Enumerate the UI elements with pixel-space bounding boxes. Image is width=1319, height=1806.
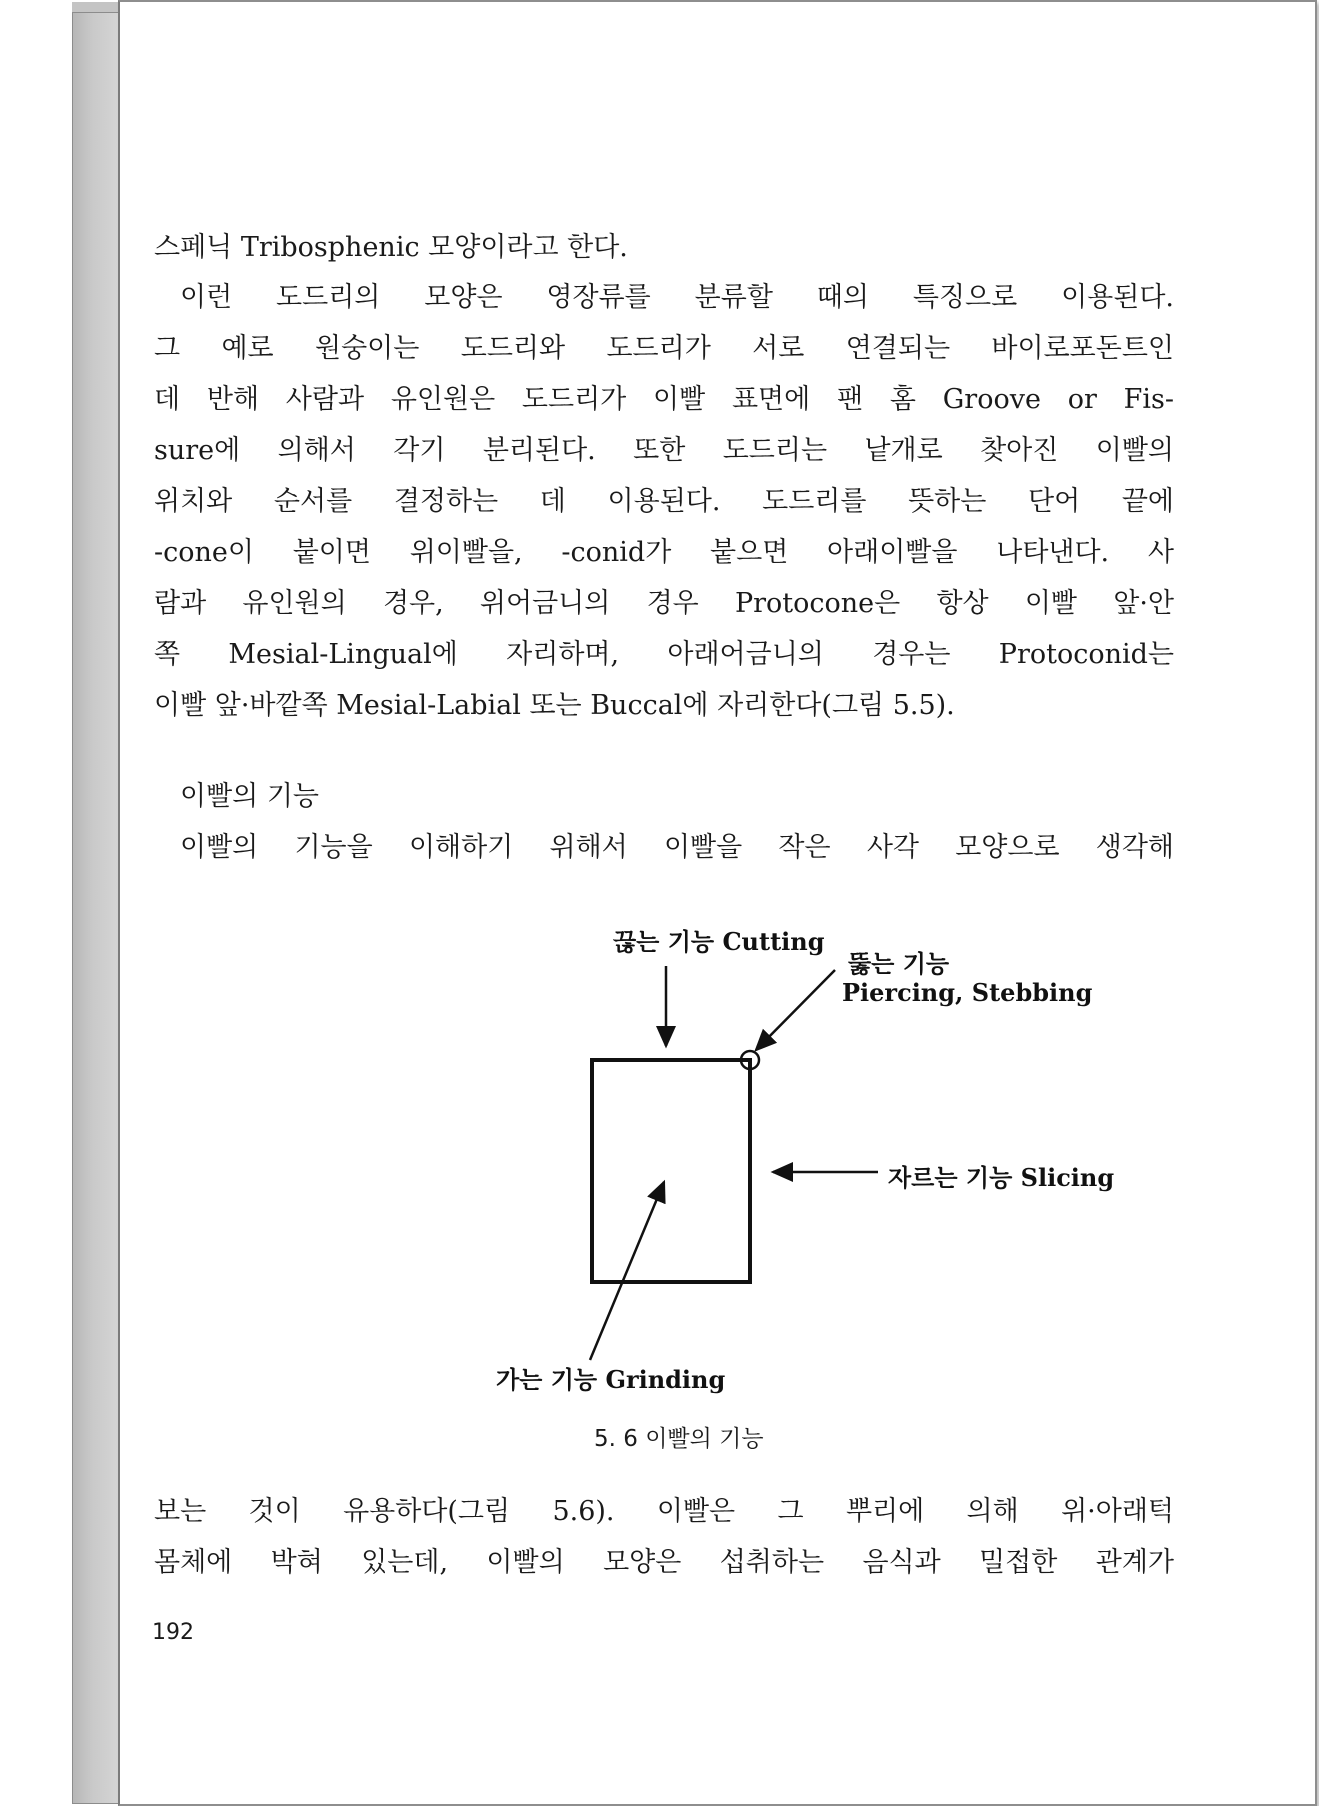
tooth-rectangle [592,1060,750,1282]
paragraph-line: 쪽 Mesial-Lingual에 자리하며, 아래어금니의 경우는 Protoconid는 [154,639,1174,670]
label-slicing: 자르는 기능 Slicing [888,1163,1115,1192]
paragraph-line: sure에 의해서 각기 분리된다. 또한 도드리는 낱개로 찾아진 이빨의 [154,435,1174,466]
paragraph-line: 이빨 앞·바깥쪽 Mesial-Labial 또는 Buccal에 자리한다(그림 5.5). [154,690,955,721]
section-heading: 이빨의 기능 [180,781,319,812]
label-grinding: 가는 기능 Grinding [496,1365,726,1394]
label-piercing-en: Piercing, Stebbing [842,978,1093,1007]
paragraph-line: 람과 유인원의 경우, 위어금니의 경우 Protocone은 항상 이빨 앞·안 [154,588,1174,619]
tooth-function-figure [460,910,1180,1430]
paragraph-line: 그 예로 원숭이는 도드리와 도드리가 서로 연결되는 바이로포돈트인 [154,333,1174,364]
paragraph-line: 이런 도드리의 모양은 영장류를 분류할 때의 특징으로 이용된다. [180,282,1174,313]
label-piercing-ko: 뚫는 기능 [848,949,950,978]
paragraph-line: -cone이 붙이면 위이빨을, -conid가 붙으면 아래이빨을 나타낸다. 사 [154,537,1174,568]
paragraph-line: 이빨의 기능을 이해하기 위해서 이빨을 작은 사각 모양으로 생각해 [180,832,1174,863]
paragraph-line: 위치와 순서를 결정하는 데 이용된다. 도드리를 뜻하는 단어 끝에 [154,486,1174,517]
label-cutting: 끊는 기능 Cutting [613,927,825,956]
figure-caption: 5. 6 이빨의 기능 [594,1426,764,1452]
paragraph-line: 보는 것이 유용하다(그림 5.6). 이빨은 그 뿌리에 의해 위·아래턱 [154,1496,1174,1527]
book-spine [72,12,122,1804]
paragraph-line: 몸체에 박혀 있는데, 이빨의 모양은 섭취하는 음식과 밀접한 관계가 [154,1547,1174,1578]
page-number: 192 [152,1620,194,1645]
grinding-arrow [590,1182,664,1360]
paragraph-line: 스페닉 Tribosphenic 모양이라고 한다. [154,232,628,263]
piercing-arrow [756,970,835,1050]
paragraph-line: 데 반해 사람과 유인원은 도드리가 이빨 표면에 팬 홈 Groove or Fis- [154,384,1174,415]
